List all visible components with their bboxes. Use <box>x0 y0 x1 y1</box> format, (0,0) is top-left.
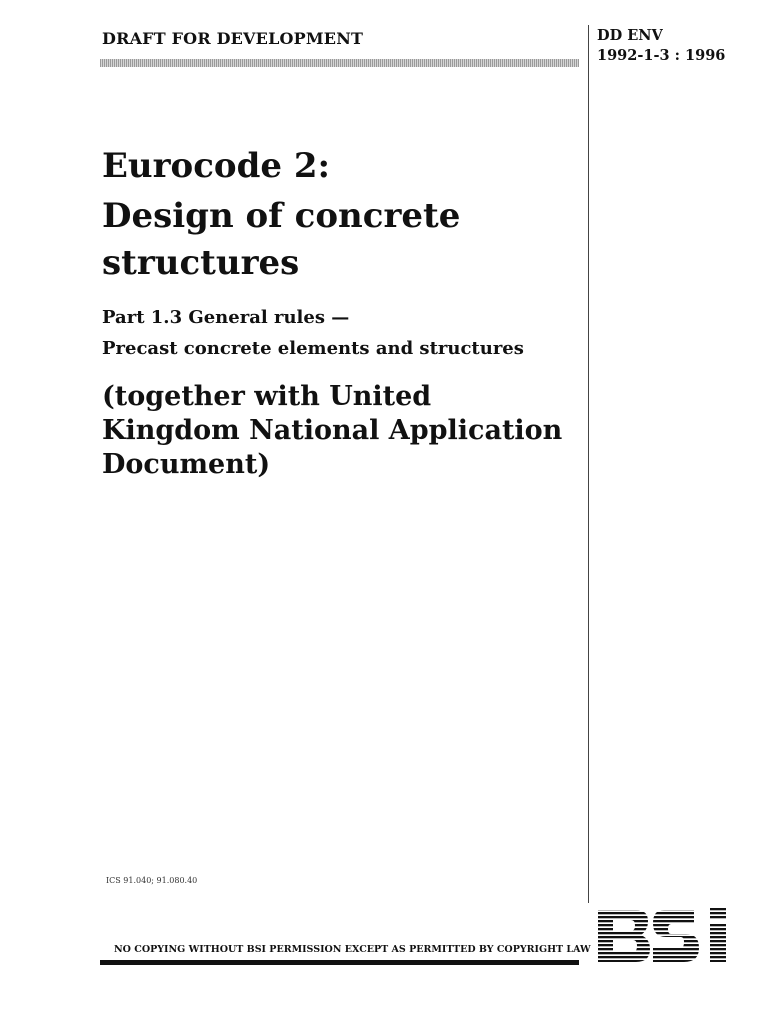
title-line-2: Design of concrete <box>102 196 461 236</box>
bsi-logo-icon <box>598 908 732 964</box>
document-subtitle <box>102 302 582 364</box>
document-reference <box>597 26 725 66</box>
draft-for-development-label: DRAFT FOR DEVELOPMENT <box>102 29 364 48</box>
nad-line-2: Kingdom National Application <box>102 415 563 446</box>
ics-code: ICS 91.040; 91.080.40 <box>106 876 198 885</box>
title-line-3: structures <box>102 243 300 283</box>
national-application-document-note <box>102 380 582 482</box>
header-rule <box>100 59 579 67</box>
reference-line-2: 1992-1-3 : 1996 <box>597 47 726 64</box>
vertical-divider <box>588 25 589 903</box>
copyright-notice: NO COPYING WITHOUT BSI PERMISSION EXCEPT AS PERMITTED BY COPYRIGHT LAW <box>114 944 591 955</box>
footer-rule <box>100 960 579 965</box>
nad-line-3: Document) <box>102 449 271 480</box>
title-line-1: Eurocode 2: <box>102 146 331 186</box>
nad-line-1: (together with United <box>102 381 432 412</box>
reference-line-1: DD ENV <box>597 27 663 44</box>
subtitle-line-2: Precast concrete elements and structures <box>102 338 524 359</box>
subtitle-line-1: Part 1.3 General rules — <box>102 307 350 328</box>
document-title <box>102 141 572 287</box>
